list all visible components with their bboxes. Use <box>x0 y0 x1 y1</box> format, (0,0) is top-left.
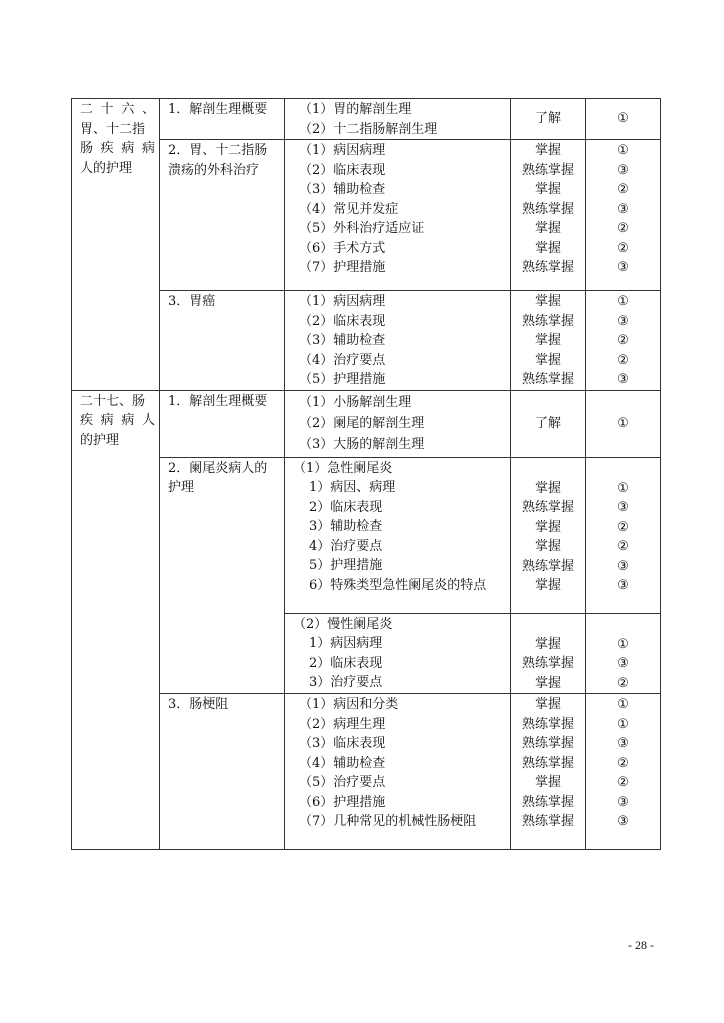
section-title: 2．胃、十二指肠溃疡的外科治疗 <box>168 143 268 178</box>
level-value: 掌握 <box>534 636 561 652</box>
content-item: 4）治疗要点 <box>309 538 383 554</box>
section-title-cell <box>160 140 285 291</box>
content-item: 1）病因、病理 <box>309 480 396 495</box>
content-cell <box>285 140 511 291</box>
content-item: （3）辅助检查 <box>299 333 386 348</box>
section-title: 2．阑尾炎病人的护理 <box>168 460 268 495</box>
level-value: 掌握 <box>534 294 561 309</box>
code-value: ③ <box>617 656 629 671</box>
level-cell <box>511 291 586 391</box>
content-item: （1）病因和分类 <box>299 697 399 712</box>
content-item: （6）手术方式 <box>299 240 386 256</box>
section-title: 3．胃癌 <box>168 294 216 309</box>
content-item: （3）辅助检查 <box>299 182 386 197</box>
content-item: 1）病因病理 <box>309 636 383 651</box>
code-value: ② <box>617 182 629 197</box>
unit-name-line: 胃、十二指 <box>80 121 146 137</box>
content-item: （3）大肠的解剖生理 <box>299 436 425 452</box>
unit-name-cell <box>72 390 160 850</box>
code-value: ① <box>617 294 629 309</box>
code-cell <box>586 694 661 850</box>
level-value: 掌握 <box>534 333 561 348</box>
table-row <box>72 694 661 850</box>
content-item: （7）护理措施 <box>299 260 386 275</box>
code-value: ② <box>617 352 629 368</box>
level-cell <box>511 140 586 291</box>
content-item: （2）临床表现 <box>299 313 386 329</box>
level-value: 熟练掌握 <box>521 656 574 671</box>
code-value: ③ <box>617 201 629 217</box>
table-row <box>72 390 661 457</box>
content-item: （5）外科治疗适应证 <box>299 221 425 236</box>
unit-name-line: 的护理 <box>80 432 120 448</box>
table-row <box>72 291 661 391</box>
unit-name-line: 人的护理 <box>80 160 133 176</box>
code-value: ② <box>617 775 629 790</box>
code-value: ③ <box>617 500 629 515</box>
level-value: 熟练掌握 <box>521 716 574 732</box>
section-title: 1．解剖生理概要 <box>168 393 268 409</box>
level-cell <box>511 99 586 140</box>
table-row <box>72 140 661 291</box>
code-value: ③ <box>617 162 629 178</box>
level-value: 熟练掌握 <box>521 794 574 810</box>
content-cell <box>285 694 511 850</box>
page-number: - 28 - <box>628 938 654 952</box>
level-value: 掌握 <box>534 352 561 368</box>
level-value: 掌握 <box>534 775 561 790</box>
section-title-cell <box>160 99 285 140</box>
level-value: 掌握 <box>534 240 561 256</box>
level-value: 熟练掌握 <box>521 814 574 829</box>
content-item: 5）护理措施 <box>309 558 383 573</box>
code-value: ② <box>617 240 629 256</box>
content-heading: （2）慢性阑尾炎 <box>293 616 393 632</box>
level-value: 熟练掌握 <box>521 201 574 217</box>
syllabus-table <box>71 98 661 850</box>
section-title-cell <box>160 390 285 457</box>
code-value: ① <box>617 111 629 127</box>
code-value: ③ <box>617 260 629 275</box>
code-value: ③ <box>617 372 629 387</box>
code-value: ③ <box>617 794 629 810</box>
level-value: 掌握 <box>534 675 561 691</box>
section-title: 1．解剖生理概要 <box>168 102 268 117</box>
content-item: （5）治疗要点 <box>299 775 386 790</box>
level-value: 掌握 <box>534 182 561 197</box>
level-value: 了解 <box>534 415 561 431</box>
section-title: 3．肠梗阻 <box>168 697 229 712</box>
content-item: （6）护理措施 <box>299 794 386 810</box>
code-cell <box>586 291 661 391</box>
code-value: ② <box>617 221 629 236</box>
content-item: （1）小肠解剖生理 <box>299 394 412 410</box>
content-item: （1）胃的解剖生理 <box>299 102 412 117</box>
level-cell <box>511 613 586 694</box>
section-title-cell <box>160 291 285 391</box>
content-cell <box>285 390 511 457</box>
content-item: 2）临床表现 <box>309 655 383 671</box>
code-value: ① <box>617 636 629 652</box>
code-value: ② <box>617 755 629 771</box>
content-item: （2）病理生理 <box>299 716 386 732</box>
code-value: ③ <box>617 736 629 751</box>
code-cell <box>586 390 661 457</box>
content-item: 6）特殊类型急性阑尾炎的特点 <box>309 577 487 593</box>
level-value: 掌握 <box>534 578 561 593</box>
table-row <box>72 457 661 613</box>
content-item: 3）辅助检查 <box>309 519 383 534</box>
unit-name-cell <box>72 99 160 391</box>
level-value: 熟练掌握 <box>521 260 574 275</box>
unit-name-line: 二十七、肠 <box>80 393 146 409</box>
level-value: 熟练掌握 <box>521 500 574 515</box>
level-value: 熟练掌握 <box>521 736 574 751</box>
code-value: ① <box>617 716 629 732</box>
content-item: （3）临床表现 <box>299 736 386 751</box>
code-value: ③ <box>617 814 629 829</box>
level-value: 熟练掌握 <box>521 162 574 178</box>
content-item: （2）临床表现 <box>299 162 386 178</box>
code-value: ③ <box>617 558 629 574</box>
content-item: （2）十二指肠解剖生理 <box>299 121 438 137</box>
unit-name-line: 二十六、 <box>80 102 155 117</box>
code-value: ② <box>617 333 629 348</box>
code-value: ② <box>617 539 629 554</box>
level-value: 熟练掌握 <box>521 558 574 574</box>
content-item: 2）临床表现 <box>309 499 383 515</box>
code-cell <box>586 99 661 140</box>
content-item: （4）常见并发症 <box>299 201 399 217</box>
code-cell <box>586 457 661 613</box>
content-cell <box>285 291 511 391</box>
code-value: ① <box>617 415 629 431</box>
level-value: 掌握 <box>534 519 561 535</box>
code-value: ① <box>617 697 629 712</box>
content-heading: （1）急性阑尾炎 <box>293 460 393 476</box>
level-value: 熟练掌握 <box>521 372 574 387</box>
section-title-cell <box>160 457 285 694</box>
content-item: （4）辅助检查 <box>299 755 386 771</box>
content-cell <box>285 99 511 140</box>
table-row <box>72 99 661 140</box>
content-item: （1）病因病理 <box>299 143 386 158</box>
level-value: 熟练掌握 <box>521 313 574 329</box>
section-title-cell <box>160 694 285 850</box>
content-item: （2）阑尾的解剖生理 <box>299 415 425 431</box>
content-item: （7）几种常见的机械性肠梗阻 <box>299 814 477 829</box>
code-value: ② <box>617 675 629 691</box>
content-cell <box>285 613 511 694</box>
unit-name-line: 肠疾病病 <box>80 141 155 156</box>
code-value: ① <box>617 143 629 158</box>
level-value: 掌握 <box>534 697 561 712</box>
content-item: （5）护理措施 <box>299 372 386 387</box>
content-item: （1）病因病理 <box>299 294 386 309</box>
unit-name-line: 疾病病人 <box>80 413 155 428</box>
level-cell <box>511 390 586 457</box>
code-value: ① <box>617 480 629 496</box>
level-value: 掌握 <box>534 539 561 554</box>
level-value: 熟练掌握 <box>521 755 574 771</box>
content-item: 3）治疗要点 <box>309 675 383 690</box>
content-item: （4）治疗要点 <box>299 352 386 368</box>
code-cell <box>586 613 661 694</box>
code-value: ③ <box>617 578 629 593</box>
content-cell <box>285 457 511 613</box>
level-value: 掌握 <box>534 221 561 236</box>
level-cell <box>511 694 586 850</box>
level-value: 掌握 <box>534 143 561 158</box>
level-value: 掌握 <box>534 480 561 496</box>
level-cell <box>511 457 586 613</box>
code-value: ③ <box>617 313 629 329</box>
code-cell <box>586 140 661 291</box>
level-value: 了解 <box>534 111 561 127</box>
code-value: ② <box>617 519 629 535</box>
